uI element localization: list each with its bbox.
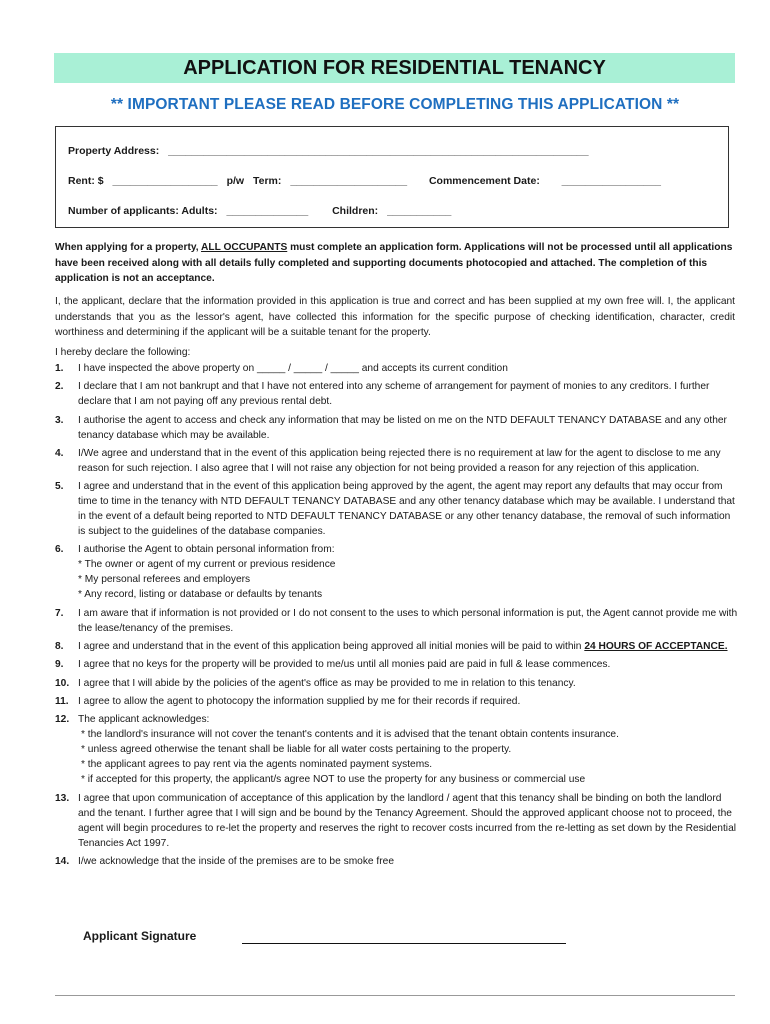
list-item-number: 4.: [55, 447, 64, 459]
list-item-text: [78, 446, 739, 476]
list-item: [55, 379, 739, 409]
list-item-text: [78, 639, 739, 654]
rent-term-row: [68, 175, 667, 187]
list-item-text: [78, 791, 739, 851]
term-label: Term:: [252, 175, 282, 187]
list-item-main-text: I am aware that if information is not provided or I do not consent to the uses to which personal information is put, the Agent cannot provide me with the lease/tenancy of the premises.: [78, 607, 738, 634]
list-item-text: [78, 676, 739, 691]
list-item-emphasis: 24 HOURS OF ACCEPTANCE.: [584, 641, 728, 653]
adults-label: Number of applicants: Adults:: [68, 205, 218, 217]
list-sub-item: * My personal referees and employers: [78, 574, 251, 586]
list-item-main-text: I agree that upon communication of acceptance of this application by the landlord / agent that this tenancy shall be binding on both the landlord and the tenant. I further agree that I will sign and be bound by the Tenancy Agreement. Should the approved applicant choose not to proceed, the agent will begin procedures to re-let the property and reserves the right to recover costs incurred from the re-letting as set down by the Residential Tenancies Act 1997.: [78, 792, 736, 849]
list-item-main-text: The applicant acknowledges:: [78, 714, 210, 726]
footer-divider: [55, 995, 735, 996]
list-item-text: [78, 694, 739, 709]
list-item-text: [78, 657, 739, 672]
list-item-main-text: I authorise the agent to access and check any information that may be listed on me on the NTD DEFAULT TENANCY DATABASE and any other tenancy database which may be available.: [78, 414, 727, 441]
list-item-main-text: I agree that no keys for the property will be provided to me/us until all monies paid are paid in full & lease commences.: [78, 659, 611, 671]
term-field[interactable]: ____________________: [290, 175, 408, 187]
list-item-main-text: I authorise the Agent to obtain personal information from:: [78, 544, 335, 556]
list-item-text: [78, 379, 739, 409]
list-sub-item: * Any record, listing or database or defaults by tenants: [78, 589, 323, 601]
form-title: APPLICATION FOR RESIDENTIAL TENANCY: [54, 53, 735, 83]
list-item-main-text: I/We agree and understand that in the event of this application being rejected there is no requirement at law for the agent to disclose to me any reason for such rejection. I also agree that I will not raise any objection for not being provided a reason for any rejection of this application.: [78, 447, 721, 474]
applicant-signature-label: Applicant Signature: [83, 929, 197, 943]
list-item: [55, 542, 739, 602]
list-item: [55, 606, 739, 636]
list-item-text: [78, 712, 739, 787]
list-item-text: [78, 606, 739, 636]
property-address-row: [68, 145, 595, 157]
list-item: [55, 446, 739, 476]
list-item-main-text: I declare that I am not bankrupt and that I have not entered into any scheme of arrangement for payment of monies to any creditors. I further declare that I am not paying off any previous rental debt.: [78, 381, 710, 408]
notice-text-post: must complete an application form. Applications will not be processed until all applications have been received along with all details fully completed and supporting documents photocopied and attached. The completion of this application is not an acceptance.: [55, 242, 733, 284]
declaration-items-list: [55, 361, 739, 872]
property-info-box: [55, 126, 729, 228]
list-item-number: 11.: [55, 695, 69, 707]
hereby-declare: I hereby declare the following:: [55, 347, 191, 358]
per-week-label: p/w: [226, 175, 245, 187]
commencement-date-label: Commencement Date:: [428, 175, 540, 187]
list-item: [55, 657, 739, 672]
rent-field[interactable]: __________________: [112, 175, 218, 187]
list-item-text: [78, 479, 739, 539]
notice-text-pre: When applying for a property,: [55, 242, 202, 253]
list-item: [55, 694, 739, 709]
list-item: [55, 676, 739, 691]
list-item-text: [78, 361, 739, 376]
declaration-paragraph: I, the applicant, declare that the information provided in this application is true and correct and has been supplied at my own free will. I, the applicant understands that you as the lessor's agent, have collected this information for the specific purpose of checking identification, character, credit worthiness and determining if the applicant will be a suitable tenant for the property.: [55, 296, 735, 338]
list-item-number: 5.: [55, 481, 64, 493]
list-sub-item: * The owner or agent of my current or previous residence: [78, 559, 336, 571]
list-sub-item: * if accepted for this property, the applicant/s agree NOT to use the property for any business or commercial use: [81, 774, 586, 786]
children-field[interactable]: ___________: [387, 205, 452, 217]
list-sub-item: * the applicant agrees to pay rent via the agents nominated payment systems.: [81, 759, 433, 771]
list-item-number: 7.: [55, 607, 64, 619]
property-address-label: Property Address:: [68, 145, 160, 157]
list-item-number: 8.: [55, 641, 64, 653]
applicant-signature-field[interactable]: [242, 943, 566, 944]
list-item: [55, 413, 739, 443]
list-item-number: 1.: [55, 363, 64, 374]
list-item-text: [78, 542, 739, 602]
list-item-main-text: I have inspected the above property on _____ / _____ / _____ and accepts its current condition: [78, 363, 508, 374]
list-sub-item: * the landlord's insurance will not cover the tenant's contents and it is advised that the tenant obtain contents insurance.: [81, 729, 619, 741]
application-notice: [55, 240, 735, 287]
rent-label: Rent: $: [68, 175, 104, 187]
list-item-text: [78, 854, 739, 869]
notice-emphasis: ALL OCCUPANTS: [201, 242, 288, 253]
list-item-number: 13.: [55, 792, 70, 804]
list-item-text: [78, 413, 739, 443]
commencement-date-field[interactable]: _________________: [561, 175, 661, 187]
list-item-main-text: I agree that I will abide by the policies of the agent's office as may be provided to me in relation to this tenancy.: [78, 677, 576, 689]
list-item-main-text: I/we acknowledge that the inside of the premises are to be smoke free: [78, 855, 394, 867]
list-item: [55, 791, 739, 851]
list-item: [55, 361, 739, 376]
list-item-main-text: I agree and understand that in the event of this application being approved all initial monies will be paid to within: [78, 641, 585, 653]
children-label: Children:: [332, 205, 379, 217]
list-item: [55, 639, 739, 654]
adults-field[interactable]: ______________: [226, 205, 309, 217]
list-item: [55, 479, 739, 539]
list-sub-item: * unless agreed otherwise the tenant shall be liable for all water costs pertaining to the property.: [81, 744, 512, 756]
list-item-number: 3.: [55, 414, 64, 426]
list-item-number: 9.: [55, 659, 64, 671]
list-item-number: 14.: [55, 855, 70, 867]
applicants-row: [68, 205, 457, 217]
list-item-main-text: I agree and understand that in the event of this application being approved by the agent, the agent may report any defaults that may occur from time to time in the tenancy with NTD DEFAULT TENANCY DATABASE and any other tenancy database which may be available. I understand that in the event of a default being reported to NTD DEFAULT TENANCY DATABASE or any other tenancy database, the removal of such information is subject to the guidelines of the database companies.: [78, 481, 735, 538]
list-item-number: 6.: [55, 544, 64, 556]
list-item-number: 10.: [55, 677, 70, 689]
property-address-field[interactable]: ________________________________________________________________________: [168, 145, 589, 157]
list-item-number: 2.: [55, 381, 64, 393]
important-notice-heading: ** IMPORTANT PLEASE READ BEFORE COMPLETING THIS APPLICATION **: [110, 96, 680, 113]
list-item: [55, 854, 739, 869]
list-item: [55, 712, 739, 787]
list-item-main-text: I agree to allow the agent to photocopy the information supplied by me for their records if required.: [78, 695, 521, 707]
list-item-number: 12.: [55, 714, 70, 726]
